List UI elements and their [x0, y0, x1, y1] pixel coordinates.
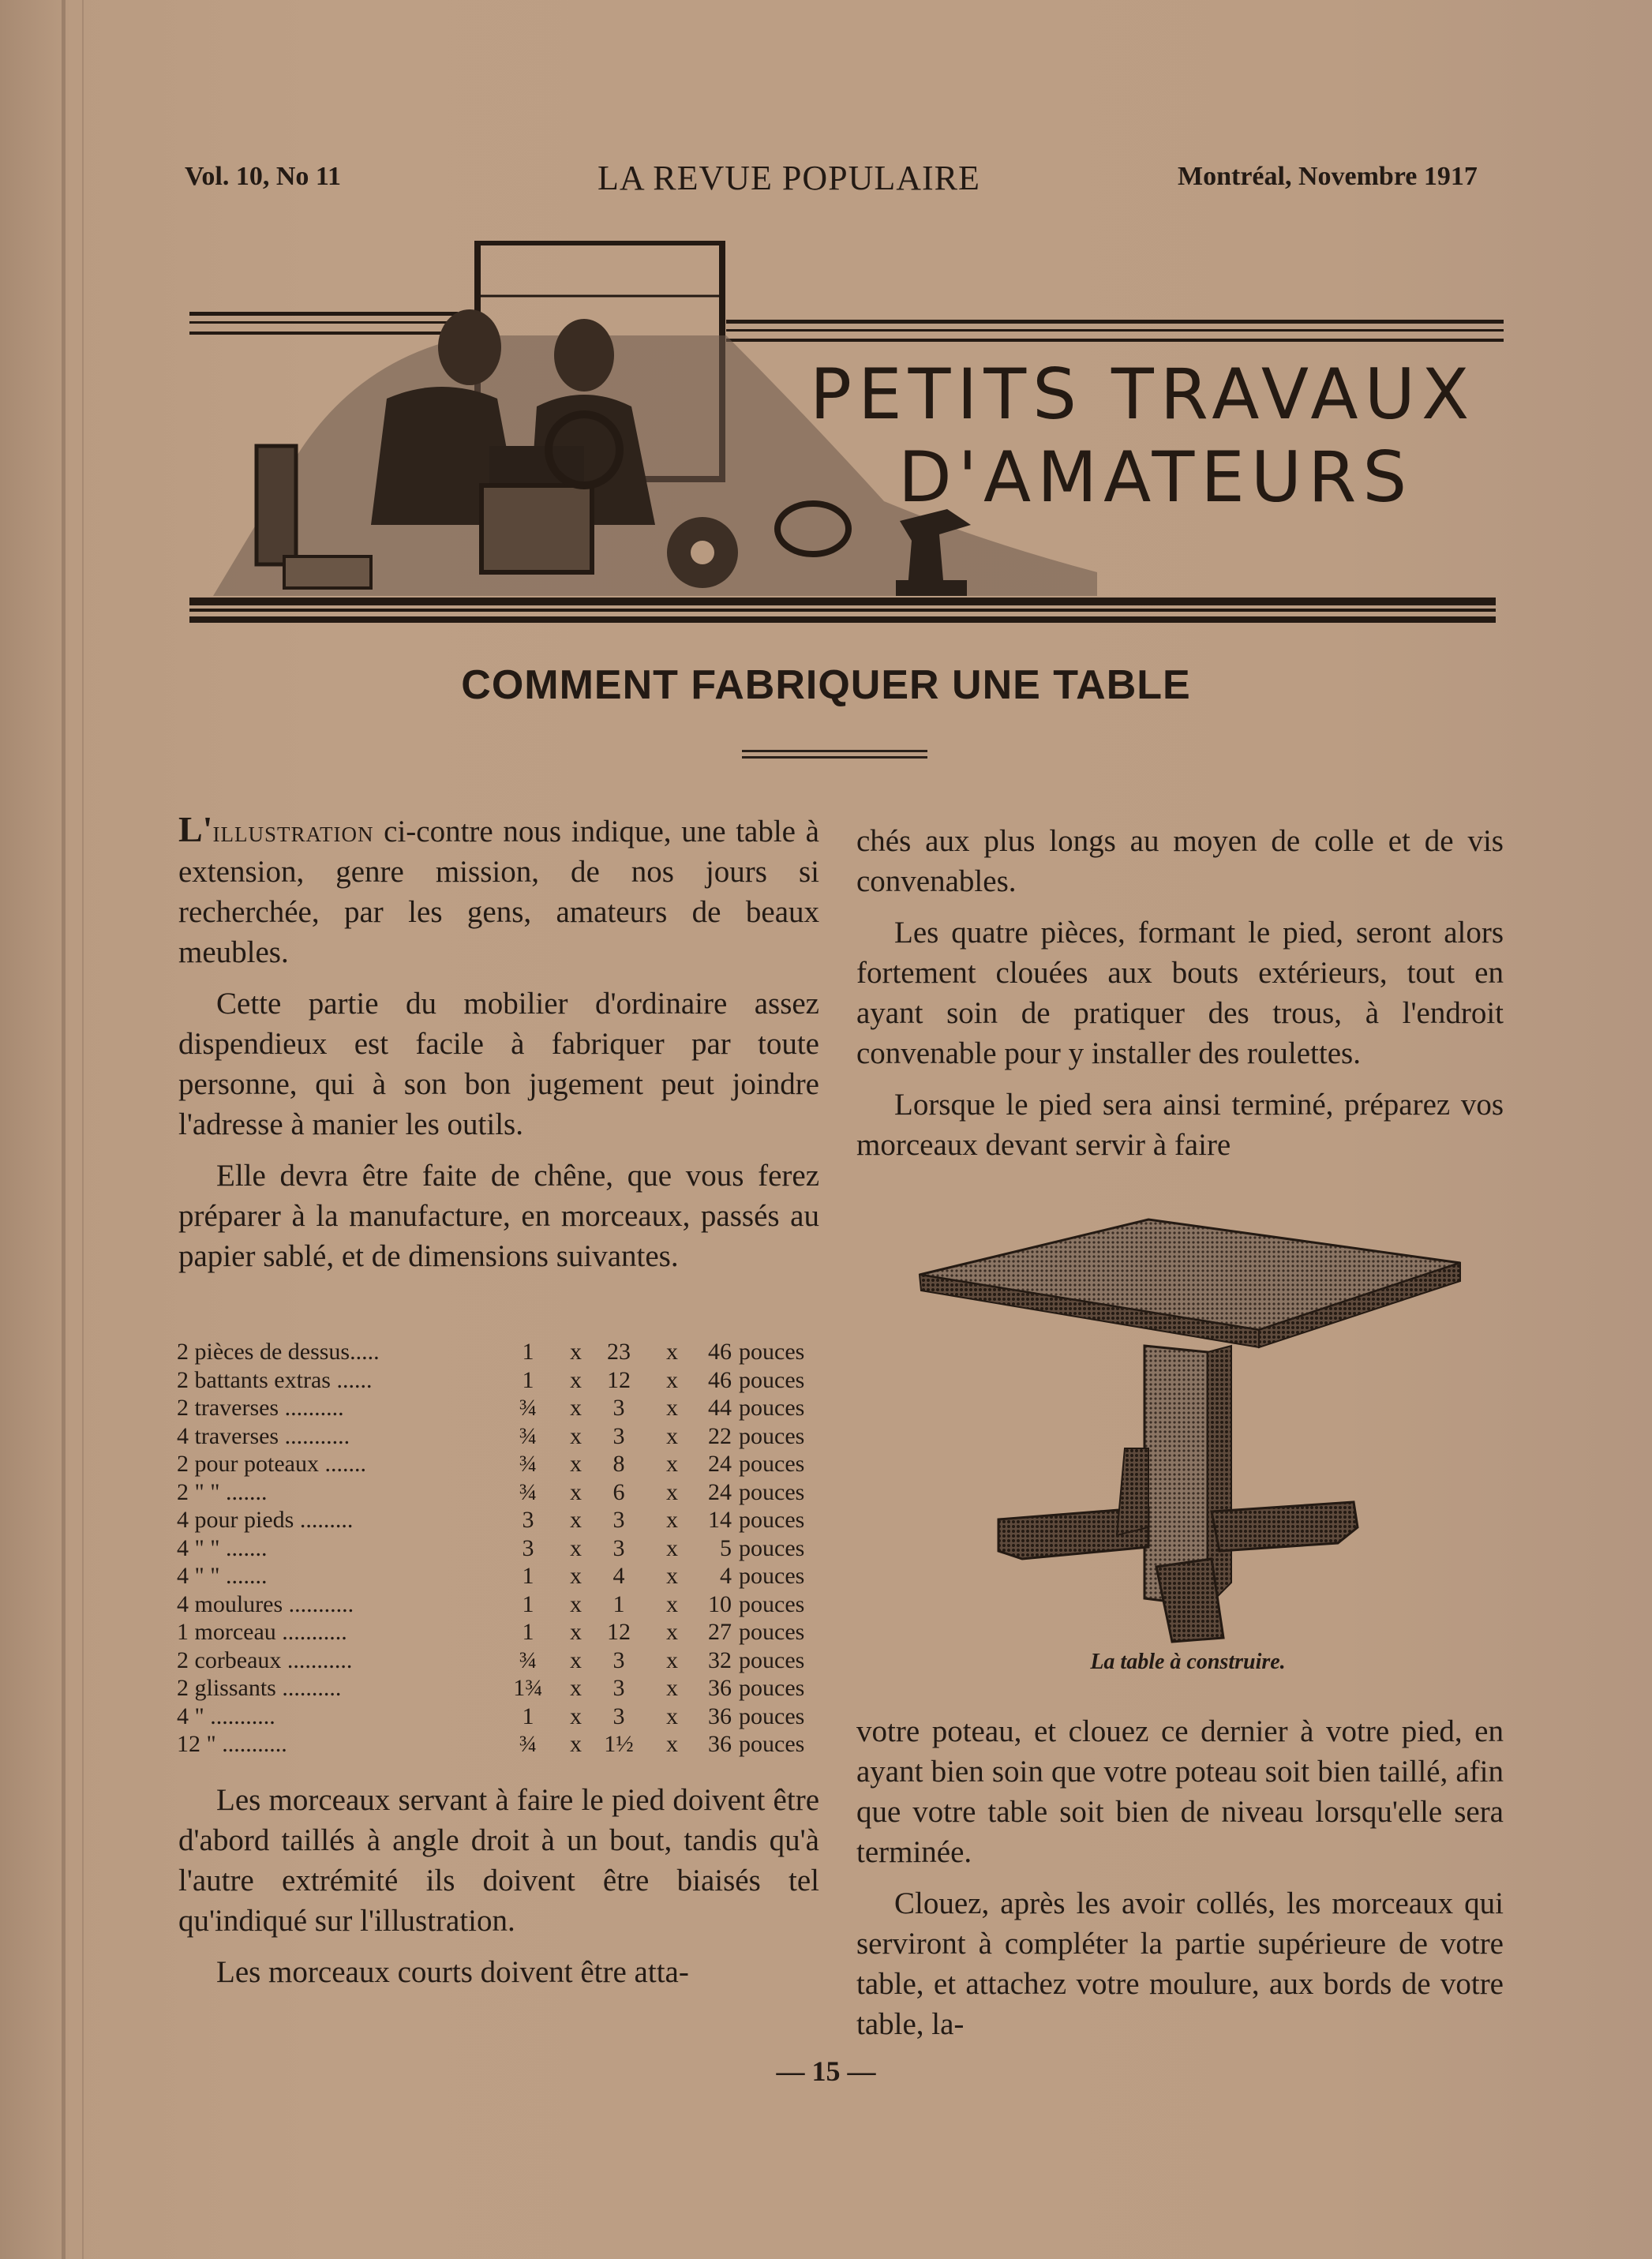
dimension-times: x — [570, 1619, 582, 1645]
dimension-row — [177, 1394, 824, 1422]
dimension-width: 1 — [612, 1590, 625, 1617]
dimension-unit: pouces — [739, 1422, 805, 1449]
dimension-times: x — [666, 1731, 678, 1757]
dimensions-table — [177, 1338, 824, 1759]
dimension-row — [177, 1366, 824, 1395]
dimension-times: x — [570, 1366, 582, 1393]
dimension-width: 8 — [612, 1451, 625, 1477]
dimension-times: x — [570, 1451, 582, 1477]
dimension-length: 32 — [708, 1646, 732, 1673]
dimension-row — [177, 1674, 824, 1703]
dimension-times: x — [570, 1534, 582, 1561]
dimension-times: x — [570, 1703, 582, 1729]
dimension-width: 3 — [612, 1646, 625, 1673]
paragraph-9: votre poteau, et clouez ce dernier à votre pied, en ayant bien soin que votre poteau soit bien taillé, afin que votre table soit bien de niveau lorsqu'elle sera terminée. — [856, 1714, 1504, 1869]
dimension-item: 2 glissants .......... — [177, 1675, 342, 1701]
dimension-row — [177, 1703, 824, 1731]
dimension-item: 2 pour poteaux ....... — [177, 1451, 366, 1477]
dimension-thickness: 1¾ — [513, 1675, 543, 1701]
paragraph-5: Les morceaux courts doivent être atta- — [216, 1955, 689, 1989]
paragraph-1 — [178, 809, 819, 972]
dimension-thickness: ¾ — [519, 1451, 538, 1477]
volume-number: Vol. 10, No 11 — [185, 162, 342, 191]
dimension-row — [177, 1562, 824, 1590]
dimension-width: 6 — [612, 1478, 625, 1505]
dimension-item: 4 " ........... — [177, 1703, 275, 1729]
right-column-bottom — [856, 1711, 1504, 2055]
dimension-times: x — [666, 1563, 678, 1589]
dimension-length: 44 — [708, 1395, 732, 1421]
paragraph-3: Elle devra être faite de chêne, que vous ferez préparer à la manufacture, en morceaux, passés au papier sablé, et de dimensions suivantes. — [178, 1159, 819, 1273]
dimension-unit: pouces — [739, 1563, 805, 1589]
dimension-item: 4 traverses ........... — [177, 1422, 350, 1449]
dimension-length: 4 — [720, 1563, 732, 1589]
dimension-times: x — [666, 1675, 678, 1701]
dimension-length: 27 — [708, 1619, 732, 1645]
dimension-length: 36 — [708, 1731, 732, 1757]
dimension-width: 3 — [612, 1534, 625, 1561]
title-rule-1 — [742, 750, 927, 752]
dimension-unit: pouces — [739, 1731, 805, 1757]
left-column-lower — [178, 1780, 819, 2003]
dimension-times: x — [666, 1619, 678, 1645]
dimension-row — [177, 1422, 824, 1451]
dimension-thickness: ¾ — [519, 1478, 538, 1505]
dimension-item: 2 traverses .......... — [177, 1395, 344, 1421]
dimension-width: 3 — [612, 1507, 625, 1533]
dimension-unit: pouces — [739, 1675, 805, 1701]
dimension-thickness: 1 — [522, 1619, 534, 1645]
dimension-item: 2 corbeaux ........... — [177, 1646, 353, 1673]
dimension-times: x — [666, 1339, 678, 1365]
dimension-row — [177, 1646, 824, 1675]
dimension-times: x — [570, 1731, 582, 1757]
dimension-unit: pouces — [739, 1395, 805, 1421]
dimension-times: x — [666, 1507, 678, 1533]
paragraph-6: chés aux plus longs au moyen de colle et de vis convenables. — [856, 824, 1504, 898]
right-column-top — [856, 821, 1504, 1176]
dimension-thickness: 3 — [522, 1534, 534, 1561]
dimension-thickness: ¾ — [519, 1422, 538, 1449]
dimension-unit: pouces — [739, 1478, 805, 1505]
binding-edge-inner — [82, 0, 84, 2259]
dimension-times: x — [570, 1563, 582, 1589]
left-column — [178, 809, 819, 1287]
banner-lettering-2: D'AMATEURS — [898, 436, 1414, 518]
dimension-times: x — [666, 1534, 678, 1561]
dimension-width: 1½ — [604, 1731, 634, 1757]
paragraph-1-text: ci-contre nous indique, une table à extension, genre mission, de nos jours si recherchée, par les gens, amateurs de beaux meubles. — [178, 815, 819, 969]
paragraph-7: Les quatre pièces, formant le pied, seront alors fortement clouées aux bouts extérieurs, tout en ayant soin de pratiquer des trous, à l'endroit convenable pour y installer des roulettes. — [856, 916, 1504, 1070]
article-title: COMMENT FABRIQUER UNE TABLE — [461, 662, 1191, 708]
dimension-row — [177, 1590, 824, 1619]
dimension-unit: pouces — [739, 1619, 805, 1645]
dimension-unit: pouces — [739, 1451, 805, 1477]
dimension-length: 46 — [708, 1366, 732, 1393]
dimension-unit: pouces — [739, 1590, 805, 1617]
dimension-times: x — [570, 1507, 582, 1533]
dimension-width: 4 — [612, 1563, 625, 1589]
dimension-unit: pouces — [739, 1534, 805, 1561]
dimension-times: x — [570, 1422, 582, 1449]
page-number: — 15 — — [776, 2055, 876, 2087]
dimension-item: 12 " ........... — [177, 1731, 287, 1757]
banner-lettering-1: PETITS TRAVAUX — [810, 354, 1476, 435]
dimension-times: x — [570, 1478, 582, 1505]
dimension-width: 3 — [612, 1703, 625, 1729]
journal-name: LA REVUE POPULAIRE — [597, 159, 980, 197]
dimension-width: 3 — [612, 1675, 625, 1701]
dimension-item: 4 pour pieds ......... — [177, 1507, 354, 1533]
dimension-times: x — [570, 1590, 582, 1617]
dimension-length: 5 — [720, 1534, 732, 1561]
binding-edge — [62, 0, 66, 2259]
dimension-length: 36 — [708, 1675, 732, 1701]
dimension-row — [177, 1478, 824, 1507]
dimension-unit: pouces — [739, 1703, 805, 1729]
dimension-length: 46 — [708, 1339, 732, 1365]
dimension-unit: pouces — [739, 1366, 805, 1393]
dimension-row — [177, 1450, 824, 1478]
dimension-times: x — [570, 1675, 582, 1701]
paragraph-10: Clouez, après les avoir collés, les morceaux qui serviront à compléter la partie supérieure de votre table, et attachez votre moulure, aux bords de votre table, la- — [856, 1886, 1504, 2041]
dimension-item: 2 battants extras ...... — [177, 1366, 373, 1393]
dimension-unit: pouces — [739, 1339, 805, 1365]
title-rule-2 — [742, 756, 927, 759]
dimension-row — [177, 1534, 824, 1563]
dimension-length: 14 — [708, 1507, 732, 1533]
banner-illustration — [189, 241, 1504, 635]
dimension-times: x — [666, 1590, 678, 1617]
dimension-unit: pouces — [739, 1507, 805, 1533]
dimension-thickness: 1 — [522, 1339, 534, 1365]
dimension-width: 3 — [612, 1422, 625, 1449]
dimension-length: 10 — [708, 1590, 732, 1617]
dimension-item: 4 " " ....... — [177, 1563, 268, 1589]
dimension-width: 12 — [607, 1619, 631, 1645]
dimension-times: x — [570, 1646, 582, 1673]
dimension-length: 22 — [708, 1422, 732, 1449]
dimension-times: x — [666, 1366, 678, 1393]
dimension-times: x — [666, 1451, 678, 1477]
dimension-item: 2 pièces de dessus..... — [177, 1339, 380, 1365]
dimension-thickness: ¾ — [519, 1731, 538, 1757]
dimension-item: 1 morceau ........... — [177, 1619, 347, 1645]
dimension-item: 4 " " ....... — [177, 1534, 268, 1561]
dimension-length: 36 — [708, 1703, 732, 1729]
dimension-thickness: ¾ — [519, 1395, 538, 1421]
dimension-thickness: 3 — [522, 1507, 534, 1533]
dimension-width: 3 — [612, 1395, 625, 1421]
dimension-thickness: 1 — [522, 1366, 534, 1393]
dimension-length: 24 — [708, 1451, 732, 1477]
dimension-times: x — [666, 1646, 678, 1673]
dimension-thickness: 1 — [522, 1563, 534, 1589]
dimension-thickness: 1 — [522, 1703, 534, 1729]
dimension-thickness: 1 — [522, 1590, 534, 1617]
paragraph-2: Cette partie du mobilier d'ordinaire assez dispendieux est facile à fabriquer par toute personne, qui à son bon jugement peut joindre l'adresse à manier les outils. — [178, 987, 819, 1141]
dimension-times: x — [570, 1339, 582, 1365]
lead-word: illustration — [212, 815, 374, 849]
dimension-item: 2 " " ....... — [177, 1478, 268, 1505]
dimension-width: 12 — [607, 1366, 631, 1393]
dimension-times: x — [666, 1478, 678, 1505]
dimension-length: 24 — [708, 1478, 732, 1505]
dimension-row — [177, 1730, 824, 1759]
figure-caption: La table à construire. — [1090, 1650, 1286, 1674]
dimension-row — [177, 1338, 824, 1366]
dimension-thickness: ¾ — [519, 1646, 538, 1673]
dimension-row — [177, 1618, 824, 1646]
paragraph-4: Les morceaux servant à faire le pied doivent être d'abord taillés à angle droit à un bout, tandis qu'à l'autre extrémité ils doivent être biaisés tel qu'indiqué sur l'illustration. — [178, 1783, 819, 1938]
place-date: Montréal, Novembre 1917 — [1178, 162, 1478, 191]
dimension-times: x — [570, 1395, 582, 1421]
dimension-item: 4 moulures ........... — [177, 1590, 354, 1617]
dimension-times: x — [666, 1395, 678, 1421]
dimension-width: 23 — [607, 1339, 631, 1365]
dimension-unit: pouces — [739, 1646, 805, 1673]
drop-cap: L' — [178, 809, 213, 849]
dimension-times: x — [666, 1422, 678, 1449]
table-figure — [912, 1212, 1464, 1654]
dimension-row — [177, 1506, 824, 1534]
paragraph-8: Lorsque le pied sera ainsi terminé, préparez vos morceaux devant servir à faire — [856, 1088, 1504, 1162]
dimension-times: x — [666, 1703, 678, 1729]
